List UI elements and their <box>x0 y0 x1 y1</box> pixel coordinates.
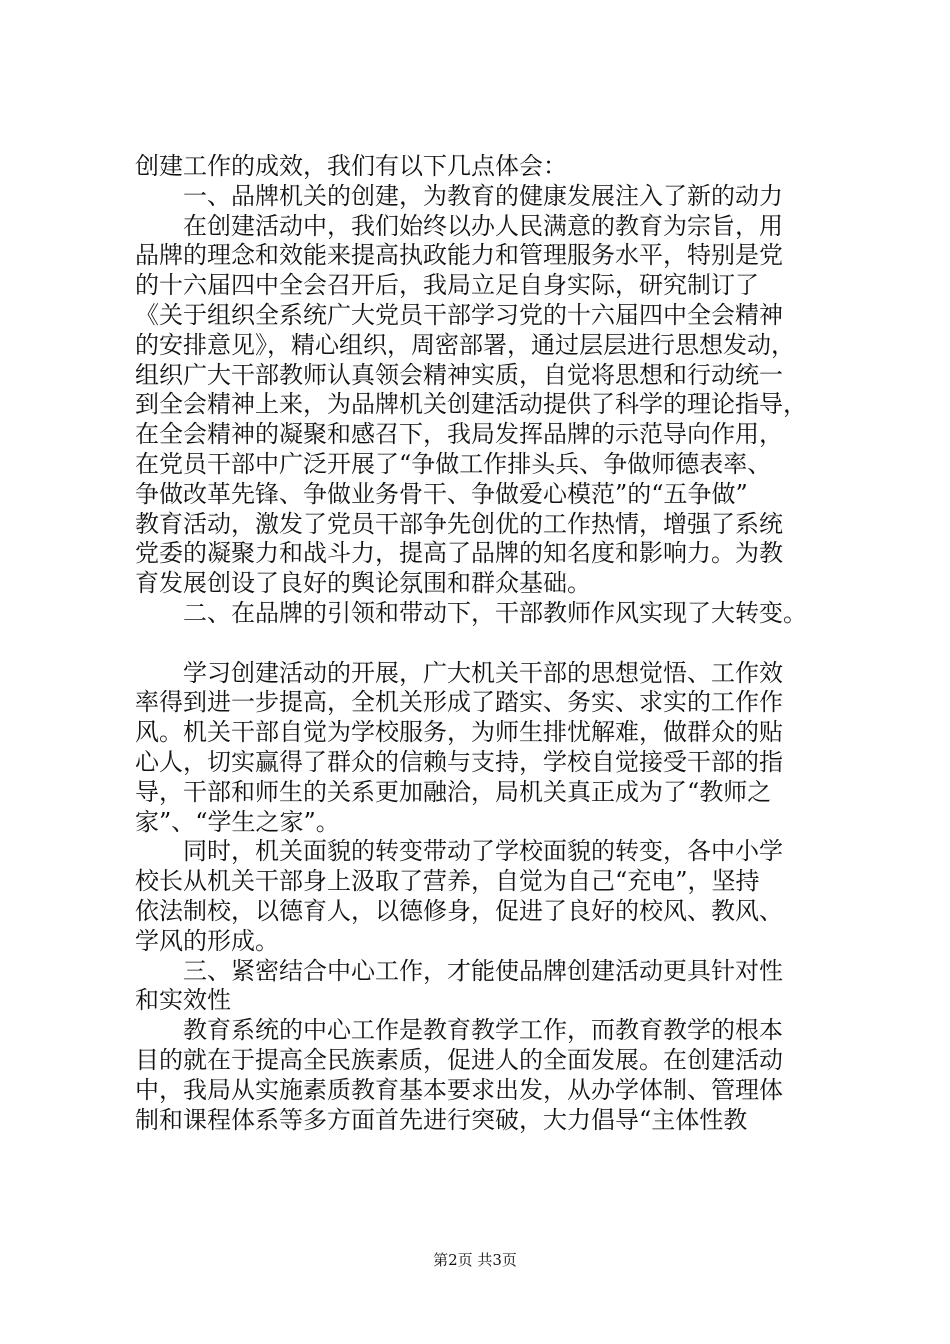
text-line: 一、品牌机关的创建，为教育的健康发展注入了新的动力 <box>135 181 783 210</box>
text-line: 创建工作的成效，我们有以下几点体会： <box>135 152 567 180</box>
text-line: 学风的形成。 <box>135 926 279 955</box>
text-line: 制和课程体系等多方面首先进行突破，大力倡导“主体性教 <box>135 1105 748 1134</box>
document-body <box>135 152 835 1135</box>
text-line: 三、紧密结合中心工作，才能使品牌创建活动更具针对性 <box>135 956 783 985</box>
page-footer: 第2页 共3页 <box>433 1251 517 1269</box>
text-line: 教育系统的中心工作是教育教学工作，而教育教学的根本 <box>135 1016 783 1045</box>
text-line: 同时，机关面貌的转变带动了学校面貌的转变，各中小学 <box>135 837 783 866</box>
text-line: 校长从机关干部身上汲取了营养，自觉为自己“充电”，坚持 <box>135 867 760 896</box>
text-line: 育发展创设了良好的舆论氛围和群众基础。 <box>135 569 591 598</box>
text-line: 《关于组织全系统广大党员干部学习党的十六届四中全会精神 <box>135 300 783 329</box>
text-line: 的十六届四中全会召开后，我局立足自身实际，研究制订了 <box>135 271 759 300</box>
text-line: 心人，切实赢得了群众的信赖与支持，学校自觉接受干部的指 <box>135 747 783 776</box>
text-line: 在党员干部中广泛开展了“争做工作排头兵、争做师德表率、 <box>135 449 772 478</box>
text-line: 风。机关干部自觉为学校服务，为师生排忧解难，做群众的贴 <box>135 718 783 747</box>
text-line: 在创建活动中，我们始终以办人民满意的教育为宗旨，用 <box>135 211 783 240</box>
text-line: 导，干部和师生的关系更加融洽，局机关真正成为了“教师之 <box>135 777 772 806</box>
text-line: 组织广大干部教师认真领会精神实质，自觉将思想和行动统一 <box>135 360 783 389</box>
text-line: 率得到进一步提高，全机关形成了踏实、务实、求实的工作作 <box>135 688 783 717</box>
text-line: 和实效性 <box>135 986 231 1015</box>
text-line: 学习创建活动的开展，广大机关干部的思想觉悟、工作效 <box>135 658 783 687</box>
text-line: 教育活动，激发了党员干部争先创优的工作热情，增强了系统 <box>135 509 783 538</box>
text-line: 中，我局从实施素质教育基本要求出发，从办学体制、管理体 <box>135 1075 783 1104</box>
text-line: 二、在品牌的引领和带动下，干部教师作风实现了大转变。 <box>135 598 807 627</box>
text-line: 的安排意见》，精心组织，周密部署，通过层层进行思想发动， <box>135 330 795 359</box>
text-line: 到全会精神上来，为品牌机关创建活动提供了科学的理论指导， <box>135 390 807 419</box>
text-line: 在全会精神的凝聚和感召下，我局发挥品牌的示范导向作用， <box>135 420 783 449</box>
text-line: 争做改革先锋、争做业务骨干、争做爱心模范”的“五争做” <box>135 479 748 508</box>
text-line: 目的就在于提高全民族素质，促进人的全面发展。在创建活动 <box>135 1045 783 1074</box>
text-line: 家”、“学生之家”。 <box>135 807 340 836</box>
blank-line <box>135 629 835 659</box>
text-line: 依法制校，以德育人，以德修身，促进了良好的校风、教风、 <box>135 896 783 925</box>
text-line: 党委的凝聚力和战斗力，提高了品牌的知名度和影响力。为教 <box>135 539 783 568</box>
text-line: 品牌的理念和效能来提高执政能力和管理服务水平，特别是党 <box>135 241 783 270</box>
